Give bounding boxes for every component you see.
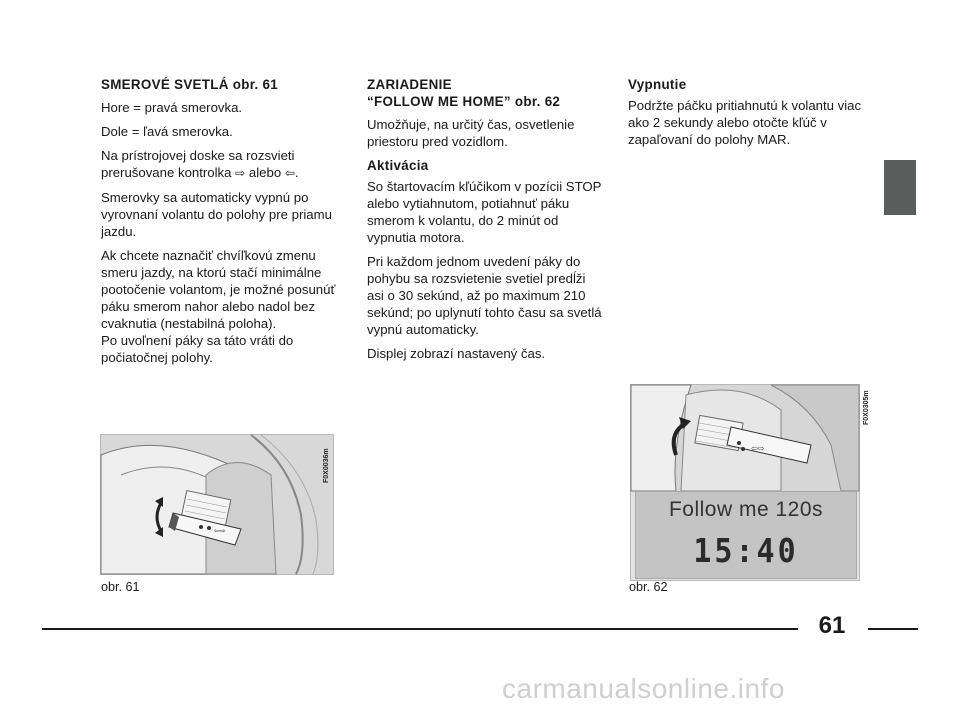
figure-61 bbox=[100, 434, 334, 575]
left-arrow-icon: ⇦ bbox=[284, 166, 295, 180]
paragraph-group bbox=[101, 247, 337, 366]
paragraph: Dole = ľavá smerovka. bbox=[101, 124, 233, 139]
paragraph: Podržte páčku pritiahnutú k volantu viac ako 2 sekundy alebo otočte kľúč v zapaľovaní do polohy MAR. bbox=[628, 98, 862, 147]
subheading-deactivation: Vypnutie bbox=[628, 77, 687, 92]
paragraph: So štartovacím kľúčikom v pozícii STOP alebo vytiahnutom, potiahnuť páku smerom k volantu, do 2 minút od vypnutia motora. bbox=[367, 179, 602, 245]
chapter-tab bbox=[884, 160, 916, 215]
watermark: carmanualsonline.info bbox=[502, 673, 785, 704]
section-heading bbox=[367, 76, 602, 110]
paragraph: Pri každom jednom uvedení páky do pohybu sa rozsvietenie svetiel predĺži asi o 30 sekúnd, až po maximum 210 sekúnd; po uplynutí tohto času sa svetlá vypnú automaticky. bbox=[367, 254, 602, 337]
figure-code: F0X0305m bbox=[863, 390, 870, 425]
footer-rule bbox=[868, 628, 918, 630]
column-follow-me-home bbox=[367, 76, 602, 369]
right-arrow-icon: ⇨ bbox=[235, 166, 246, 180]
paragraph-text: Na prístrojovej doske sa rozsvieti prerušovane kontrolka bbox=[101, 148, 295, 180]
paragraph: Displej zobrazí nastavený čas. bbox=[367, 346, 546, 361]
paragraph-text: . bbox=[294, 165, 299, 180]
figure-62-caption: obr. 62 bbox=[629, 580, 668, 594]
figure-62 bbox=[630, 384, 870, 581]
headlight-stalk-illustration bbox=[631, 385, 859, 491]
figure-61-caption: obr. 61 bbox=[101, 580, 140, 594]
section-heading: SMEROVÉ SVETLÁ obr. 61 bbox=[101, 77, 278, 92]
paragraph: Ak chcete naznačiť chvíľkovú zmenu smeru jazdy, na ktorú stačí minimálne pootočenie volantom, je možné posunúť páku smerom nahor alebo nadol bez cvaknutia (nestabilná poloha). bbox=[101, 248, 336, 331]
heading-line: ZARIADENIE bbox=[367, 77, 452, 92]
page-number: 61 bbox=[818, 612, 846, 639]
footer-rule bbox=[42, 628, 798, 630]
figure-code: F0X0036m bbox=[323, 448, 330, 483]
lcd-display bbox=[635, 491, 857, 579]
column-deactivation bbox=[628, 76, 868, 155]
display-time: 15:40 bbox=[693, 532, 799, 571]
paragraph: Umožňuje, na určitý čas, osvetlenie priestoru pred vozidlom. bbox=[367, 117, 575, 149]
display-message: Follow me 120s bbox=[668, 498, 824, 521]
svg-text:⇦⇨: ⇦⇨ bbox=[214, 527, 226, 535]
paragraph: Po uvoľnení páky sa táto vráti do počiatočnej polohy. bbox=[101, 333, 294, 365]
heading-line: “FOLLOW ME HOME” obr. 62 bbox=[367, 94, 561, 109]
column-turn-signals bbox=[101, 76, 337, 366]
paragraph-text: alebo bbox=[248, 165, 282, 180]
subheading-activation: Aktivácia bbox=[367, 158, 429, 173]
paragraph bbox=[101, 147, 337, 182]
turn-signal-stalk-illustration bbox=[101, 435, 333, 574]
svg-text:⇦⇨: ⇦⇨ bbox=[751, 444, 765, 453]
paragraph: Smerovky sa automaticky vypnú po vyrovnaní volantu do polohy pre priamu jazdu. bbox=[101, 190, 332, 239]
paragraph: Hore = pravá smerovka. bbox=[101, 100, 243, 115]
